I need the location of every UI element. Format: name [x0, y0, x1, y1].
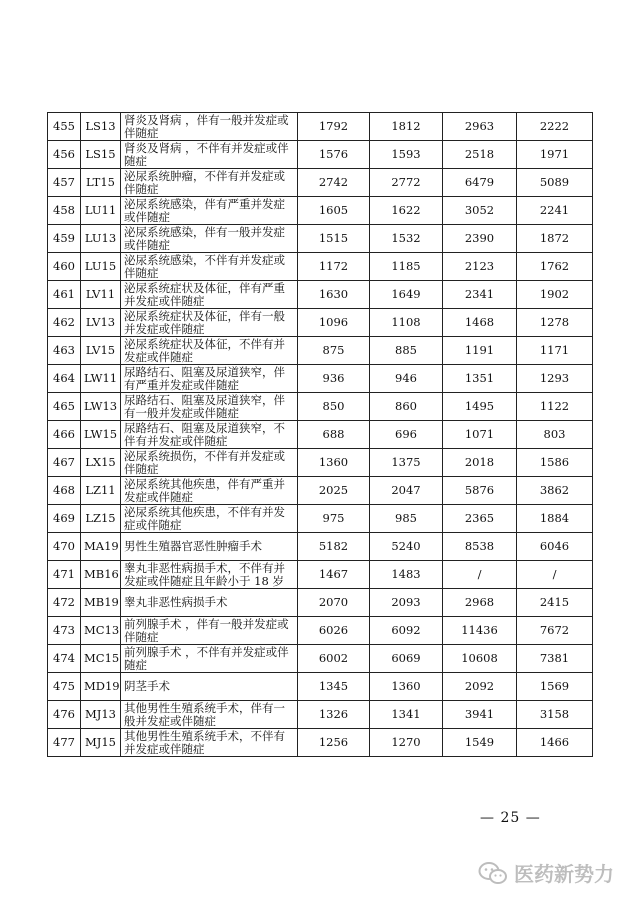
value-2-cell: 1360	[370, 673, 443, 701]
table-row	[48, 645, 593, 673]
table-row	[48, 589, 593, 617]
row-number-cell: 470	[48, 533, 81, 561]
row-number-cell: 473	[48, 617, 81, 645]
value-2-cell: 1622	[370, 197, 443, 225]
watermark	[478, 858, 614, 887]
value-4-cell: 5089	[517, 169, 593, 197]
value-3-cell: 1495	[443, 393, 517, 421]
row-number-cell: 460	[48, 253, 81, 281]
value-1-cell: 1256	[298, 729, 370, 757]
value-4-cell: 803	[517, 421, 593, 449]
table-row	[48, 253, 593, 281]
value-2-cell: 985	[370, 505, 443, 533]
table-row	[48, 197, 593, 225]
drg-name-cell: 泌尿系统损伤，不伴有并发症或伴随症	[121, 449, 298, 477]
table-row	[48, 281, 593, 309]
drg-code-cell: MB16	[81, 561, 121, 589]
value-1-cell: 1096	[298, 309, 370, 337]
table-row	[48, 561, 593, 589]
value-2-cell: 1341	[370, 701, 443, 729]
table-row	[48, 225, 593, 253]
value-3-cell: 5876	[443, 477, 517, 505]
drg-code-cell: LS13	[81, 113, 121, 141]
drg-code-cell: MA19	[81, 533, 121, 561]
value-3-cell: 1468	[443, 309, 517, 337]
drg-name-cell: 肾炎及肾病 ，不伴有并发症或伴随症	[121, 141, 298, 169]
value-2-cell: 946	[370, 365, 443, 393]
drg-name-cell: 前列腺手术 ，不伴有并发症或伴随症	[121, 645, 298, 673]
drg-code-cell: MB19	[81, 589, 121, 617]
value-4-cell: 1569	[517, 673, 593, 701]
value-4-cell: 2415	[517, 589, 593, 617]
value-3-cell: 3941	[443, 701, 517, 729]
table-row	[48, 393, 593, 421]
value-4-cell: 1278	[517, 309, 593, 337]
row-number-cell: 464	[48, 365, 81, 393]
drg-code-cell: LW11	[81, 365, 121, 393]
row-number-cell: 465	[48, 393, 81, 421]
value-1-cell: 1172	[298, 253, 370, 281]
row-number-cell: 476	[48, 701, 81, 729]
row-number-cell: 468	[48, 477, 81, 505]
value-1-cell: 1326	[298, 701, 370, 729]
table-row	[48, 421, 593, 449]
value-3-cell: 10608	[443, 645, 517, 673]
table-row	[48, 729, 593, 757]
drg-code-cell: LW15	[81, 421, 121, 449]
table-row	[48, 337, 593, 365]
value-3-cell: 2518	[443, 141, 517, 169]
drg-code-cell: LZ11	[81, 477, 121, 505]
drg-code-cell: MD19	[81, 673, 121, 701]
value-4-cell: 1884	[517, 505, 593, 533]
value-1-cell: 688	[298, 421, 370, 449]
value-3-cell: 2963	[443, 113, 517, 141]
value-4-cell: 1902	[517, 281, 593, 309]
value-4-cell: 7381	[517, 645, 593, 673]
value-2-cell: 2772	[370, 169, 443, 197]
row-number-cell: 475	[48, 673, 81, 701]
value-2-cell: 6069	[370, 645, 443, 673]
value-3-cell: 3052	[443, 197, 517, 225]
value-2-cell: 1108	[370, 309, 443, 337]
row-number-cell: 461	[48, 281, 81, 309]
drg-name-cell: 泌尿系统肿瘤，不伴有并发症或伴随症	[121, 169, 298, 197]
value-2-cell: 1812	[370, 113, 443, 141]
value-1-cell: 1792	[298, 113, 370, 141]
value-2-cell: 1532	[370, 225, 443, 253]
value-4-cell: 7672	[517, 617, 593, 645]
row-number-cell: 477	[48, 729, 81, 757]
drg-code-cell: MC13	[81, 617, 121, 645]
table-row	[48, 141, 593, 169]
value-4-cell: 3862	[517, 477, 593, 505]
row-number-cell: 469	[48, 505, 81, 533]
drg-name-cell: 肾炎及肾病 ，伴有一般并发症或伴随症	[121, 113, 298, 141]
drg-code-cell: MC15	[81, 645, 121, 673]
value-1-cell: 2070	[298, 589, 370, 617]
value-1-cell: 1576	[298, 141, 370, 169]
drg-name-cell: 泌尿系统感染，伴有一般并发症或伴随症	[121, 225, 298, 253]
row-number-cell: 459	[48, 225, 81, 253]
value-1-cell: 1360	[298, 449, 370, 477]
row-number-cell: 467	[48, 449, 81, 477]
table-row	[48, 449, 593, 477]
value-3-cell: 1549	[443, 729, 517, 757]
table-row	[48, 533, 593, 561]
drg-name-cell: 泌尿系统感染，伴有严重并发症或伴随症	[121, 197, 298, 225]
table-row	[48, 477, 593, 505]
drg-name-cell: 泌尿系统症状及体征，不伴有并发症或伴随症	[121, 337, 298, 365]
value-1-cell: 1515	[298, 225, 370, 253]
drg-name-cell: 阴茎手术	[121, 673, 298, 701]
drg-name-cell: 泌尿系统其他疾患，不伴有并发症或伴随症	[121, 505, 298, 533]
value-2-cell: 5240	[370, 533, 443, 561]
value-2-cell: 1483	[370, 561, 443, 589]
table-row	[48, 169, 593, 197]
value-1-cell: 975	[298, 505, 370, 533]
drg-code-cell: LW13	[81, 393, 121, 421]
drg-name-cell: 泌尿系统其他疾患，伴有严重并发症或伴随症	[121, 477, 298, 505]
value-4-cell: 1171	[517, 337, 593, 365]
value-1-cell: 6026	[298, 617, 370, 645]
value-3-cell: 2365	[443, 505, 517, 533]
drg-name-cell: 前列腺手术 ，伴有一般并发症或伴随症	[121, 617, 298, 645]
table-row	[48, 113, 593, 141]
drg-code-cell: MJ15	[81, 729, 121, 757]
watermark-text: 医药新势力	[514, 862, 614, 886]
row-number-cell: 457	[48, 169, 81, 197]
value-4-cell: 1293	[517, 365, 593, 393]
table-row	[48, 673, 593, 701]
value-1-cell: 1467	[298, 561, 370, 589]
drg-code-cell: LT15	[81, 169, 121, 197]
drg-name-cell: 睾丸非恶性病损手术	[121, 589, 298, 617]
drg-code-cell: LV15	[81, 337, 121, 365]
value-4-cell: 1762	[517, 253, 593, 281]
drg-name-cell: 男性生殖器官恶性肿瘤手术	[121, 533, 298, 561]
value-3-cell: /	[443, 561, 517, 589]
value-4-cell: 1122	[517, 393, 593, 421]
value-3-cell: 1351	[443, 365, 517, 393]
drg-name-cell: 其他男性生殖系统手术，伴有一般并发症或伴随症	[121, 701, 298, 729]
value-1-cell: 1345	[298, 673, 370, 701]
drg-name-cell: 泌尿系统症状及体征，伴有严重并发症或伴随症	[121, 281, 298, 309]
drg-name-cell: 尿路结石、阻塞及尿道狭窄，伴有一般并发症或伴随症	[121, 393, 298, 421]
value-2-cell: 1185	[370, 253, 443, 281]
value-2-cell: 885	[370, 337, 443, 365]
row-number-cell: 471	[48, 561, 81, 589]
drg-payment-table	[47, 112, 593, 757]
drg-code-cell: LV11	[81, 281, 121, 309]
value-3-cell: 11436	[443, 617, 517, 645]
value-1-cell: 850	[298, 393, 370, 421]
value-3-cell: 2341	[443, 281, 517, 309]
value-2-cell: 6092	[370, 617, 443, 645]
page-number: — 25 —	[480, 810, 541, 826]
value-1-cell: 875	[298, 337, 370, 365]
row-number-cell: 458	[48, 197, 81, 225]
value-1-cell: 2742	[298, 169, 370, 197]
row-number-cell: 462	[48, 309, 81, 337]
value-4-cell: /	[517, 561, 593, 589]
drg-code-cell: LZ15	[81, 505, 121, 533]
row-number-cell: 463	[48, 337, 81, 365]
value-3-cell: 2018	[443, 449, 517, 477]
drg-name-cell: 尿路结石、阻塞及尿道狭窄，伴有严重并发症或伴随症	[121, 365, 298, 393]
value-2-cell: 860	[370, 393, 443, 421]
value-2-cell: 1270	[370, 729, 443, 757]
value-4-cell: 2241	[517, 197, 593, 225]
table-row	[48, 365, 593, 393]
drg-code-cell: LU15	[81, 253, 121, 281]
drg-code-cell: LU13	[81, 225, 121, 253]
drg-name-cell: 泌尿系统症状及体征，伴有一般并发症或伴随症	[121, 309, 298, 337]
drg-code-cell: LV13	[81, 309, 121, 337]
row-number-cell: 466	[48, 421, 81, 449]
value-1-cell: 2025	[298, 477, 370, 505]
row-number-cell: 456	[48, 141, 81, 169]
drg-code-cell: LU11	[81, 197, 121, 225]
value-4-cell: 1466	[517, 729, 593, 757]
table-body	[48, 113, 593, 757]
value-1-cell: 1630	[298, 281, 370, 309]
value-3-cell: 6479	[443, 169, 517, 197]
value-4-cell: 6046	[517, 533, 593, 561]
value-3-cell: 2968	[443, 589, 517, 617]
value-2-cell: 2047	[370, 477, 443, 505]
drg-code-cell: LS15	[81, 141, 121, 169]
value-1-cell: 936	[298, 365, 370, 393]
value-4-cell: 1872	[517, 225, 593, 253]
value-1-cell: 1605	[298, 197, 370, 225]
value-2-cell: 1593	[370, 141, 443, 169]
value-3-cell: 1071	[443, 421, 517, 449]
table-row	[48, 309, 593, 337]
value-4-cell: 1971	[517, 141, 593, 169]
drg-code-cell: LX15	[81, 449, 121, 477]
value-3-cell: 1191	[443, 337, 517, 365]
drg-code-cell: MJ13	[81, 701, 121, 729]
value-2-cell: 2093	[370, 589, 443, 617]
wechat-icon	[478, 861, 508, 885]
value-4-cell: 1586	[517, 449, 593, 477]
value-2-cell: 696	[370, 421, 443, 449]
table-row	[48, 701, 593, 729]
value-3-cell: 2123	[443, 253, 517, 281]
drg-name-cell: 尿路结石、阻塞及尿道狭窄，不伴有并发症或伴随症	[121, 421, 298, 449]
value-4-cell: 2222	[517, 113, 593, 141]
row-number-cell: 455	[48, 113, 81, 141]
row-number-cell: 472	[48, 589, 81, 617]
value-3-cell: 2390	[443, 225, 517, 253]
table-row	[48, 505, 593, 533]
drg-name-cell: 其他男性生殖系统手术，不伴有并发症或伴随症	[121, 729, 298, 757]
value-4-cell: 3158	[517, 701, 593, 729]
table-row	[48, 617, 593, 645]
value-2-cell: 1375	[370, 449, 443, 477]
drg-name-cell: 睾丸非恶性病损手术，不伴有并发症或伴随症且年龄小于 18 岁	[121, 561, 298, 589]
value-2-cell: 1649	[370, 281, 443, 309]
value-3-cell: 2092	[443, 673, 517, 701]
value-1-cell: 6002	[298, 645, 370, 673]
value-1-cell: 5182	[298, 533, 370, 561]
drg-name-cell: 泌尿系统感染，不伴有并发症或伴随症	[121, 253, 298, 281]
value-3-cell: 8538	[443, 533, 517, 561]
row-number-cell: 474	[48, 645, 81, 673]
